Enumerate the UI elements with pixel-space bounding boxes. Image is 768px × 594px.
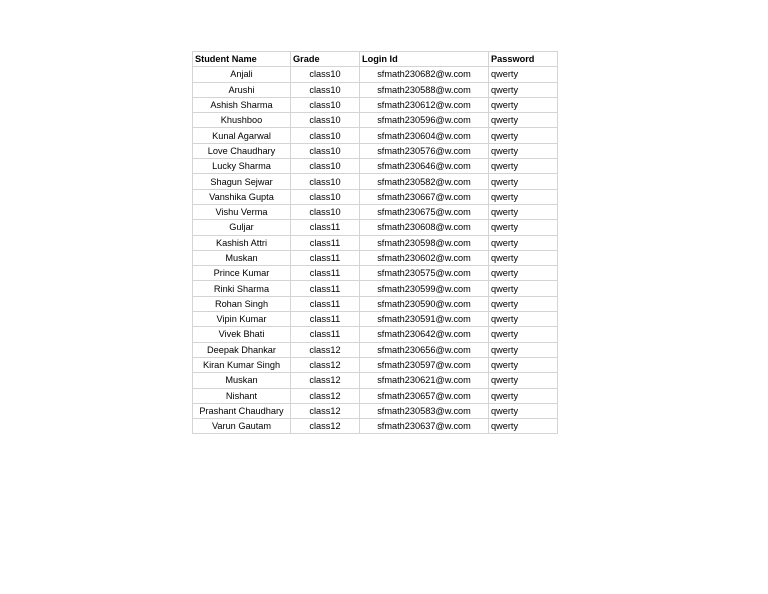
table-row <box>193 312 558 327</box>
student-name-cell: Arushi <box>193 82 291 97</box>
grade-cell: class11 <box>291 220 360 235</box>
grade-cell: class11 <box>291 281 360 296</box>
grade-cell: class11 <box>291 312 360 327</box>
student-name-cell: Kashish Attri <box>193 235 291 250</box>
password-cell: qwerty <box>489 327 558 342</box>
table-row <box>193 82 558 97</box>
student-name-cell: Kunal Agarwal <box>193 128 291 143</box>
login-id-cell: sfmath230576@w.com <box>360 143 489 158</box>
login-id-cell: sfmath230583@w.com <box>360 403 489 418</box>
header-grade: Grade <box>291 52 360 67</box>
student-name-cell: Vishu Verma <box>193 204 291 219</box>
password-cell: qwerty <box>489 97 558 112</box>
student-login-table <box>192 51 558 434</box>
student-name-cell: Rohan Singh <box>193 296 291 311</box>
password-cell: qwerty <box>489 342 558 357</box>
login-id-cell: sfmath230575@w.com <box>360 266 489 281</box>
table-row <box>193 189 558 204</box>
login-id-cell: sfmath230675@w.com <box>360 204 489 219</box>
table-body <box>193 67 558 434</box>
header-student-name: Student Name <box>193 52 291 67</box>
login-id-cell: sfmath230637@w.com <box>360 419 489 434</box>
grade-cell: class10 <box>291 82 360 97</box>
student-name-cell: Vipin Kumar <box>193 312 291 327</box>
grade-cell: class10 <box>291 97 360 112</box>
login-id-cell: sfmath230646@w.com <box>360 159 489 174</box>
student-name-cell: Vanshika Gupta <box>193 189 291 204</box>
password-cell: qwerty <box>489 113 558 128</box>
grade-cell: class10 <box>291 204 360 219</box>
login-id-cell: sfmath230642@w.com <box>360 327 489 342</box>
login-id-cell: sfmath230682@w.com <box>360 67 489 82</box>
password-cell: qwerty <box>489 204 558 219</box>
grade-cell: class12 <box>291 373 360 388</box>
student-name-cell: Ashish Sharma <box>193 97 291 112</box>
grade-cell: class11 <box>291 266 360 281</box>
login-id-cell: sfmath230596@w.com <box>360 113 489 128</box>
table-row <box>193 235 558 250</box>
table-row <box>193 403 558 418</box>
student-name-cell: Varun Gautam <box>193 419 291 434</box>
table-row <box>193 143 558 158</box>
login-id-cell: sfmath230598@w.com <box>360 235 489 250</box>
table-row <box>193 342 558 357</box>
login-id-cell: sfmath230588@w.com <box>360 82 489 97</box>
password-cell: qwerty <box>489 128 558 143</box>
grade-cell: class10 <box>291 128 360 143</box>
password-cell: qwerty <box>489 235 558 250</box>
grade-cell: class12 <box>291 419 360 434</box>
grade-cell: class12 <box>291 342 360 357</box>
login-id-cell: sfmath230591@w.com <box>360 312 489 327</box>
table-header-row <box>193 52 558 67</box>
grade-cell: class10 <box>291 189 360 204</box>
table-row <box>193 128 558 143</box>
student-name-cell: Khushboo <box>193 113 291 128</box>
password-cell: qwerty <box>489 373 558 388</box>
grade-cell: class10 <box>291 113 360 128</box>
student-name-cell: Anjali <box>193 67 291 82</box>
grade-cell: class12 <box>291 388 360 403</box>
login-id-cell: sfmath230667@w.com <box>360 189 489 204</box>
grade-cell: class12 <box>291 357 360 372</box>
table-row <box>193 373 558 388</box>
grade-cell: class11 <box>291 327 360 342</box>
password-cell: qwerty <box>489 281 558 296</box>
password-cell: qwerty <box>489 174 558 189</box>
student-name-cell: Shagun Sejwar <box>193 174 291 189</box>
grade-cell: class11 <box>291 250 360 265</box>
table-row <box>193 266 558 281</box>
password-cell: qwerty <box>489 143 558 158</box>
password-cell: qwerty <box>489 82 558 97</box>
login-id-cell: sfmath230602@w.com <box>360 250 489 265</box>
login-id-cell: sfmath230604@w.com <box>360 128 489 143</box>
login-id-cell: sfmath230612@w.com <box>360 97 489 112</box>
table-row <box>193 327 558 342</box>
login-id-cell: sfmath230656@w.com <box>360 342 489 357</box>
password-cell: qwerty <box>489 159 558 174</box>
login-id-cell: sfmath230599@w.com <box>360 281 489 296</box>
password-cell: qwerty <box>489 266 558 281</box>
login-id-cell: sfmath230657@w.com <box>360 388 489 403</box>
password-cell: qwerty <box>489 403 558 418</box>
student-name-cell: Love Chaudhary <box>193 143 291 158</box>
grade-cell: class10 <box>291 67 360 82</box>
table-row <box>193 419 558 434</box>
header-login-id: Login Id <box>360 52 489 67</box>
password-cell: qwerty <box>489 388 558 403</box>
student-name-cell: Kiran Kumar Singh <box>193 357 291 372</box>
login-id-cell: sfmath230582@w.com <box>360 174 489 189</box>
student-name-cell: Muskan <box>193 250 291 265</box>
table-row <box>193 159 558 174</box>
grade-cell: class11 <box>291 296 360 311</box>
table-row <box>193 67 558 82</box>
password-cell: qwerty <box>489 250 558 265</box>
table-row <box>193 174 558 189</box>
student-name-cell: Vivek Bhati <box>193 327 291 342</box>
student-name-cell: Nishant <box>193 388 291 403</box>
student-name-cell: Guljar <box>193 220 291 235</box>
student-name-cell: Prashant Chaudhary <box>193 403 291 418</box>
table-row <box>193 97 558 112</box>
login-id-cell: sfmath230621@w.com <box>360 373 489 388</box>
table-row <box>193 113 558 128</box>
student-name-cell: Muskan <box>193 373 291 388</box>
table-row <box>193 388 558 403</box>
login-id-cell: sfmath230590@w.com <box>360 296 489 311</box>
password-cell: qwerty <box>489 220 558 235</box>
password-cell: qwerty <box>489 67 558 82</box>
header-password: Password <box>489 52 558 67</box>
password-cell: qwerty <box>489 312 558 327</box>
grade-cell: class12 <box>291 403 360 418</box>
table-row <box>193 220 558 235</box>
grade-cell: class11 <box>291 235 360 250</box>
student-name-cell: Prince Kumar <box>193 266 291 281</box>
table-row <box>193 281 558 296</box>
password-cell: qwerty <box>489 296 558 311</box>
grade-cell: class10 <box>291 159 360 174</box>
login-id-cell: sfmath230608@w.com <box>360 220 489 235</box>
password-cell: qwerty <box>489 189 558 204</box>
student-name-cell: Rinki Sharma <box>193 281 291 296</box>
grade-cell: class10 <box>291 174 360 189</box>
student-name-cell: Deepak Dhankar <box>193 342 291 357</box>
login-id-cell: sfmath230597@w.com <box>360 357 489 372</box>
table-row <box>193 357 558 372</box>
password-cell: qwerty <box>489 357 558 372</box>
grade-cell: class10 <box>291 143 360 158</box>
student-name-cell: Lucky Sharma <box>193 159 291 174</box>
table-row <box>193 250 558 265</box>
table-row <box>193 296 558 311</box>
password-cell: qwerty <box>489 419 558 434</box>
table-row <box>193 204 558 219</box>
